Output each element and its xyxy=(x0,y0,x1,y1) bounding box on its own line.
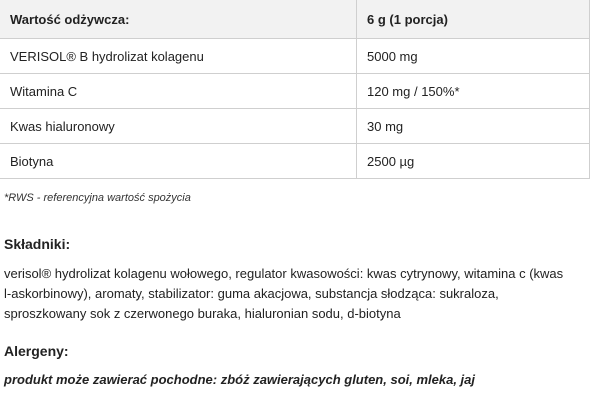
table-row xyxy=(0,74,590,109)
row-label: VERISOL® B hydrolizat kolagenu xyxy=(0,39,357,74)
table-row xyxy=(0,109,590,144)
row-label: Biotyna xyxy=(0,144,357,179)
allergens-heading: Alergeny: xyxy=(4,343,69,359)
table-row xyxy=(0,144,590,179)
nutrition-table xyxy=(0,0,590,179)
header-value: 6 g (1 porcja) xyxy=(357,0,590,39)
nutrition-table-header xyxy=(0,0,590,39)
row-value: 120 mg / 150%* xyxy=(357,74,590,109)
row-value: 5000 mg xyxy=(357,39,590,74)
ingredients-text: verisol® hydrolizat kolagenu wołowego, regulator kwasowości: kwas cytrynowy, witamina c (kwas l-askorbinowy), aromaty, stabilizator: guma akacjowa, substancja słodząca: sukraloza, sproszkowany sok z czerwonego buraka, hialuronian sodu, d-biotyna xyxy=(4,266,564,321)
row-value: 2500 µg xyxy=(357,144,590,179)
rws-footnote: *RWS - referencyjna wartość spożycia xyxy=(4,192,191,204)
allergens-text: produkt może zawierać pochodne: zbóż zawierających gluten, soi, mleka, jaj xyxy=(4,372,476,387)
row-label: Kwas hialuronowy xyxy=(0,109,357,144)
header-label: Wartość odżywcza: xyxy=(0,0,357,39)
row-label: Witamina C xyxy=(0,74,357,109)
row-value: 30 mg xyxy=(357,109,590,144)
ingredients-heading: Składniki: xyxy=(4,236,71,252)
table-row xyxy=(0,39,590,74)
